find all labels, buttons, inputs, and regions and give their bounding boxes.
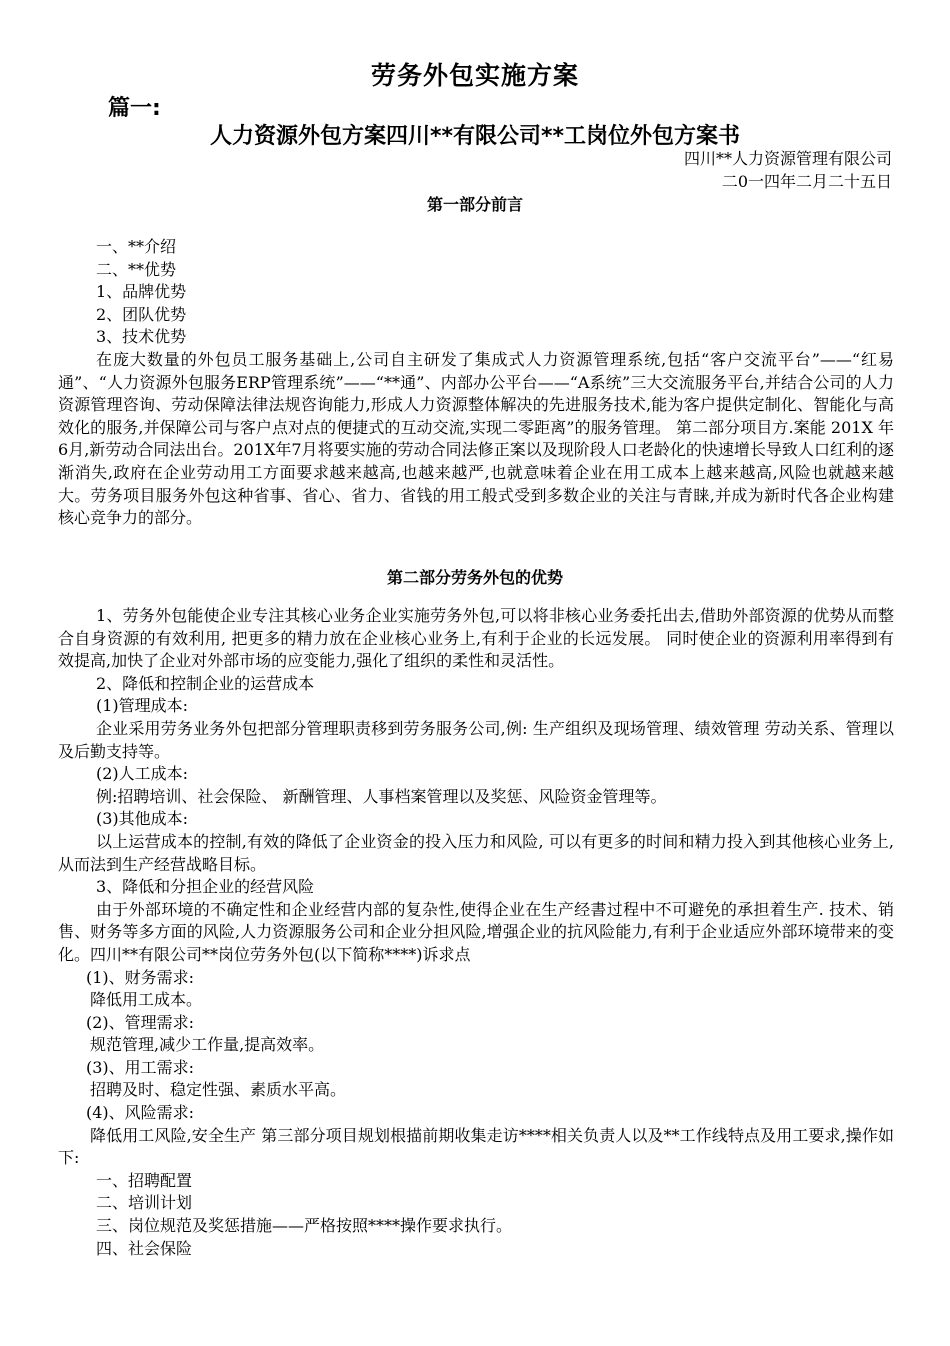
section-1-heading: 第一部分前言	[426, 195, 523, 214]
paragraph: 企业采用劳务业务外包把部分管理职责移到劳务服务公司,例: 生产组织及现场管理、绩效管理 劳动关系、管理以及后勤支持等。	[58, 718, 894, 761]
document-subtitle: 人力资源外包方案四川**有限公司**工岗位外包方案书	[209, 124, 741, 149]
section-1-body	[58, 236, 894, 530]
paragraph: 降低用工成本。	[90, 990, 203, 1010]
list-item: 3、技术优势	[96, 327, 187, 347]
paragraph: 二、培训计划	[96, 1193, 193, 1213]
paragraph: 在庞大数量的外包员工服务基础上,公司自主研发了集成式人力资源管理系统,包括“客户交流平台”——“红易通”、“人力资源外包服务ERP管理系统”——“**通”、内部办公平台——“A系统”三大交流服务平台,并结合公司的人力资源管理咨询、劳动保障法律法规咨询能力,形成人力资源整体解决的先进服务技术,能为客户提供定制化、智能化与高效化的服务,并保障公司与客户点对点的便捷式的互动交流,实现二零距离”的服务管理。 第二部分项目方.案能 201X 年6月,新劳动合同法出台。201X年7月将要实施的劳动合同法修正案以及现阶段人口老龄化的快速增长导致人口红利的逐渐消失,政府在企业劳动用工方面要求越来越高,也越来越严,也就意味着企业在用工成本上越来越高,风险也就越来越大。劳务项目服务外包这种省事、省心、省力、省钱的用工般式受到多数企业的关注与青睐,并成为新时代各企业构建核心竞争力的部分。	[58, 349, 894, 528]
paragraph: 规范管理,减少工作量,提高效率。	[90, 1035, 325, 1055]
paragraph: 3、降低和分担企业的经营风险	[96, 877, 315, 897]
part-label: 篇一:	[108, 96, 161, 121]
list-item: 2、团队优势	[96, 304, 187, 324]
paragraph: 2、降低和控制企业的运营成本	[96, 673, 315, 693]
paragraph: 一、招聘配置	[96, 1170, 193, 1190]
paragraph: 以上运营成本的控制,有效的降低了企业资金的投入压力和风险, 可以有更多的时间和精力投入到其他核心业务上,从而法到生产经营战略目标。	[58, 831, 894, 874]
paragraph: (2)人工成本:	[96, 764, 189, 784]
paragraph: 由于外部环境的不确定性和企业经营内部的复杂性,使得企业在生产经書过程中不可避免的承担着生产. 技术、销售、财务等多方面的风险,人力资源服务公司和企业分担风险,增强企业的抗风险能力,有利于企业适应外部环境带来的变化。四川**有限公司**岗位劳务外包(以下简称****)诉求点	[58, 899, 894, 964]
paragraph: (4)、风险需求:	[86, 1103, 195, 1123]
paragraph: (3)其他成本:	[96, 809, 189, 829]
paragraph: 例:招聘培训、社会保险、 新酬管理、人事档案管理以及奖惩、风险资金管理等。	[96, 786, 667, 806]
company-name: 四川**人力资源管理有限公司	[683, 149, 892, 168]
paragraph: 三、岗位规范及奖惩措施——严格按照****操作要求执行。	[96, 1216, 513, 1236]
document-title: 劳务外包实施方案	[370, 61, 579, 90]
section-2-heading: 第二部分劳务外包的优势	[386, 568, 563, 587]
paragraph: 四、社会保险	[96, 1238, 193, 1258]
list-item: 一、**介绍	[96, 237, 177, 256]
paragraph: (1)管理成本:	[96, 696, 189, 716]
paragraph: 招聘及时、稳定性强、素质水平高。	[90, 1080, 347, 1100]
paragraph: 降低用工风险,安全生产 第三部分项目规划根描前期收集走访****相关负责人以及**工作线特点及用工要求,操作如下:	[58, 1125, 894, 1168]
paragraph: (1)、财务需求:	[86, 967, 195, 987]
section-2-body	[58, 605, 894, 1260]
document-date: 二0一四年二月二十五日	[721, 172, 892, 191]
list-item: 1、品牌优势	[96, 282, 187, 302]
paragraph: (2)、管理需求:	[86, 1012, 195, 1032]
paragraph: 1、劳务外包能使企业专注其核心业务企业实施劳务外包,可以将非核心业务委托出去,借助外部资源的优势从而整合自身资源的有效利用, 把更多的精力放在企业核心业务上,有利于企业的长远发展。 同时使企业的资源利用率得到有效提高,加快了企业对外部市场的应变能力,强化了组织的柔性和灵活性。	[58, 606, 894, 671]
list-item: 二、**优势	[96, 259, 177, 279]
paragraph: (3)、用工需求:	[86, 1057, 195, 1077]
